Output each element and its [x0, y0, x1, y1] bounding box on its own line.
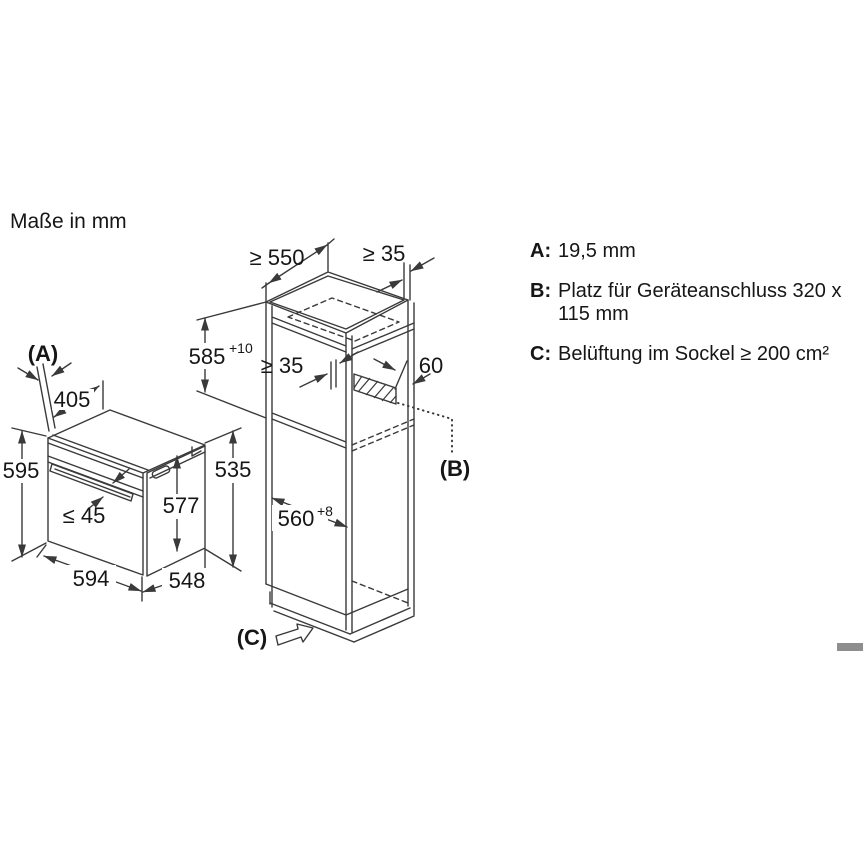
cabinet-top-face	[266, 272, 408, 333]
oven-control-panel-line-1	[48, 456, 143, 491]
connection-area-hatch	[354, 374, 396, 404]
oven-depth-label: 548	[168, 568, 206, 593]
niche-height-label: 585	[188, 344, 226, 369]
connection-offset-label: 60	[418, 353, 444, 378]
dim-oven-fascia-A	[18, 341, 71, 431]
oven-door-handle-inner-line	[55, 469, 130, 497]
oven-side-height-label: 535	[214, 457, 252, 482]
dim-oven-top-depth	[52, 381, 103, 417]
cabinet-top-face-inner-lip	[270, 276, 404, 329]
niche-width-label: 560	[277, 506, 315, 531]
airflow-arrow-icon	[276, 624, 313, 645]
plinth-label: (C)	[236, 625, 268, 650]
dim-oven-side-height	[205, 428, 255, 571]
cabinet-depth-label: ≥ 550	[249, 245, 305, 270]
legend-item-a	[530, 240, 863, 263]
dim-oven-inner-height	[158, 456, 202, 551]
dim-rear-vent-cutout	[261, 352, 358, 387]
legend-key-b: B:	[530, 280, 552, 302]
dim-niche-width	[272, 498, 347, 531]
legend-text-b-line1: Platz für Geräteanschluss 320 x	[558, 280, 842, 302]
oven-top-depth-label: 405	[53, 387, 91, 412]
page-title: Maße in mm	[10, 210, 127, 233]
legend-key-a: A:	[530, 240, 552, 262]
cabinet-drawing	[266, 272, 452, 645]
legend-key-c: C:	[530, 343, 552, 365]
connection-leader-dotted	[398, 403, 452, 452]
oven-width-label: 594	[72, 566, 110, 591]
scrollbar-fragment	[837, 643, 863, 651]
legend-text-b-line2: 115 mm	[558, 303, 629, 325]
niche-height-tolerance-label: +10	[229, 340, 253, 356]
oven-label-a: (A)	[27, 341, 59, 366]
connection-label: (B)	[439, 456, 471, 481]
dim-niche-height	[183, 302, 266, 418]
oven-front-frame-edge	[48, 443, 143, 478]
rear-vent-cutout-label: ≥ 35	[260, 353, 304, 378]
oven-height-label: 595	[2, 458, 40, 483]
niche-width-tolerance-label: +8	[317, 503, 333, 519]
legend-text-c: Belüftung im Sockel ≥ 200 cm²	[558, 343, 830, 365]
legend-item-b	[530, 280, 863, 326]
dim-cabinet-rear-gap	[363, 241, 434, 300]
legend-item-c	[530, 343, 863, 366]
legend-text-a: 19,5 mm	[558, 240, 636, 262]
cabinet-top-hidden-opening	[288, 298, 399, 341]
dim-oven-height	[2, 428, 46, 561]
oven-top-frame-lip	[53, 435, 148, 470]
dim-oven-handle-protrusion	[63, 469, 129, 528]
dim-oven-depth	[143, 549, 212, 594]
dim-oven-width	[37, 545, 142, 601]
legend	[530, 240, 863, 383]
cabinet-rear-gap-label: ≥ 35	[362, 241, 406, 266]
oven-inner-height-label: 577	[162, 493, 200, 518]
oven-handle-label: ≤ 45	[62, 503, 106, 528]
